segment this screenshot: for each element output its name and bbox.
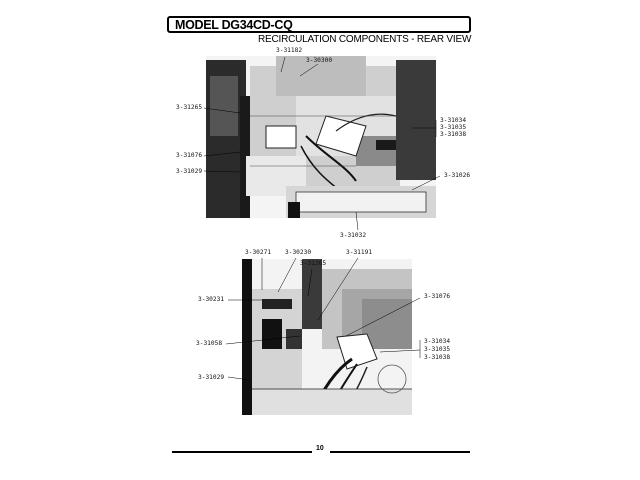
label-31265-top: 3-31265	[176, 104, 203, 111]
label-30271: 3-30271	[245, 249, 272, 256]
footer-rule-right	[330, 451, 470, 453]
label-31032: 3-31032	[340, 232, 367, 239]
page-number: 10	[316, 445, 324, 452]
bottom-photo	[242, 259, 412, 415]
model-title: MODEL DG34CD-CQ	[175, 18, 293, 32]
top-photo	[206, 56, 436, 218]
label-30231: 3-30231	[198, 296, 225, 303]
label-31076-bottom: 3-31076	[424, 293, 451, 300]
label-31038-top: 3-31038	[440, 131, 467, 138]
label-31058: 3-31058	[196, 340, 223, 347]
label-31191: 3-31191	[346, 249, 373, 256]
label-31035-top: 3-31035	[440, 124, 467, 131]
label-31026: 3-31026	[444, 172, 471, 179]
footer-rule-left	[172, 451, 312, 453]
label-31034-top: 3-31034	[440, 117, 467, 124]
label-31038-bottom: 3-31038	[424, 354, 451, 361]
label-31265-bottom: 3-31265	[300, 260, 327, 267]
label-31029-top: 3-31029	[176, 168, 203, 175]
label-30300: 3-30300	[306, 57, 333, 64]
label-30230: 3-30230	[285, 249, 312, 256]
model-title-box	[167, 16, 471, 33]
label-31029-bottom: 3-31029	[198, 374, 225, 381]
section-title: RECIRCULATION COMPONENTS - REAR VIEW	[258, 34, 472, 45]
label-31076-top: 3-31076	[176, 152, 203, 159]
label-31035-bottom: 3-31035	[424, 346, 451, 353]
label-31182: 3-31182	[276, 47, 303, 54]
label-31034-bottom: 3-31034	[424, 338, 451, 345]
